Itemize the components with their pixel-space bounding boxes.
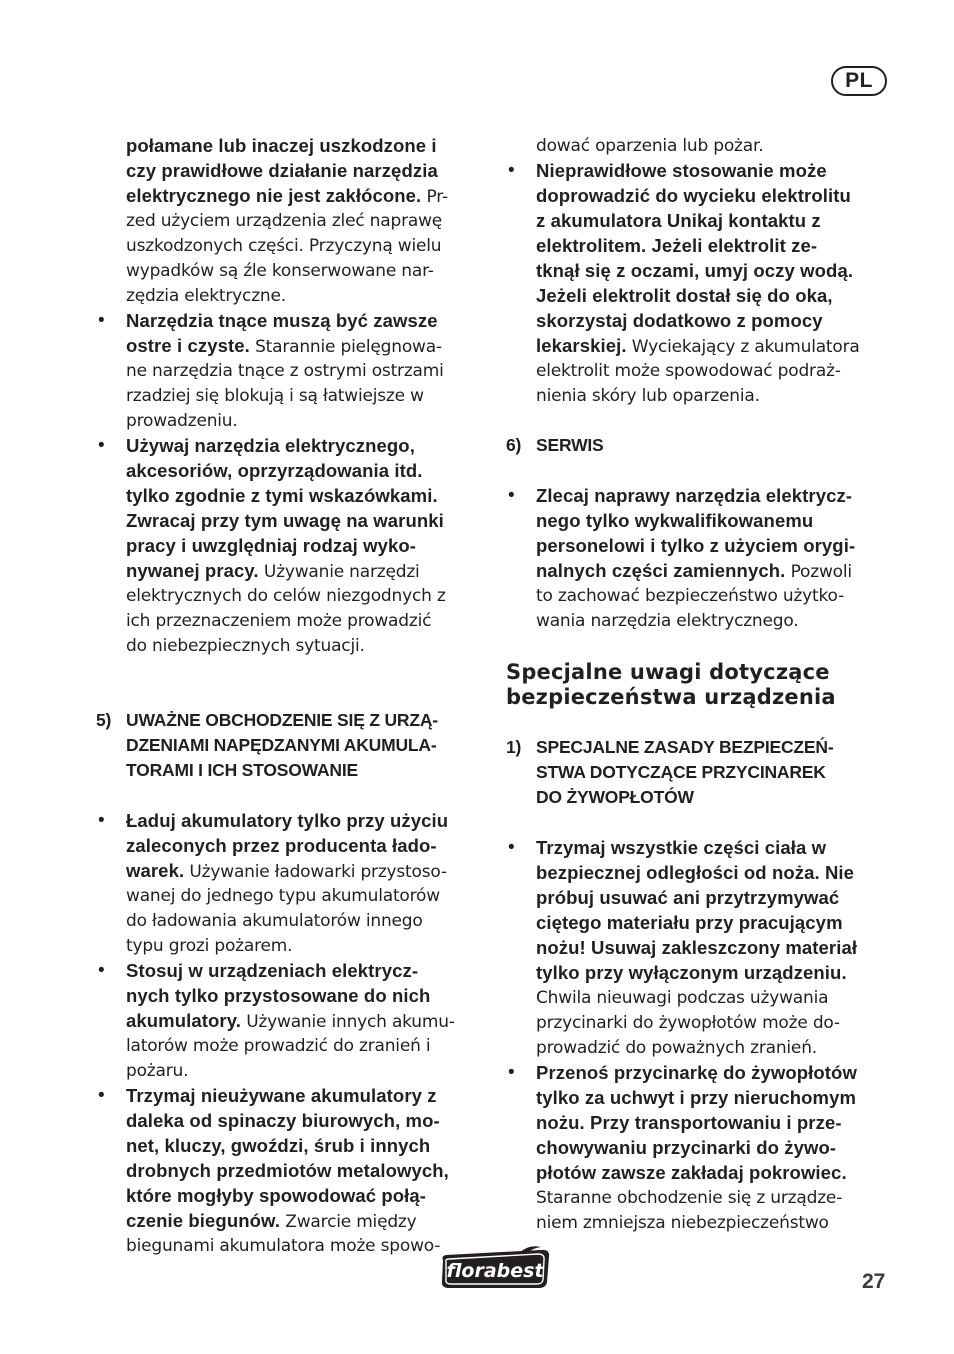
text-line	[536, 1060, 892, 1085]
text-line	[126, 508, 486, 533]
text-line	[126, 808, 486, 833]
section-number: 6)	[506, 435, 522, 455]
text-line	[536, 960, 892, 985]
regular-text: pożaru.	[126, 1061, 189, 1081]
text-line	[126, 933, 486, 958]
section-heading	[96, 708, 486, 783]
section-heading	[506, 735, 892, 810]
bullet-item	[506, 835, 892, 1060]
bold-text: chowywaniu przycinarki do żywo-	[536, 1137, 837, 1158]
text-line	[536, 133, 892, 158]
text-line	[536, 483, 892, 508]
bold-text: Używaj narzędzia elektrycznego,	[126, 435, 415, 456]
text-line	[126, 183, 486, 208]
text-line	[126, 633, 486, 658]
text-line	[126, 233, 486, 258]
bold-text: nego tylko wykwalifikowanemu	[536, 510, 814, 531]
language-badge: PL	[831, 66, 887, 96]
safety-title-lines	[506, 659, 892, 709]
bold-text: tknął się z oczami, umyj oczy wodą.	[536, 260, 854, 281]
bold-text: Nieprawidłowe stosowanie może	[536, 160, 827, 181]
text-line	[536, 1035, 892, 1060]
regular-text: Wyciekający z akumulatora	[626, 337, 860, 357]
bold-text: ciętego materiału przy pracującym	[536, 912, 843, 933]
bullet-icon: •	[98, 435, 105, 456]
paragraph-lines	[536, 158, 892, 408]
bold-text: nożu. Przy transportowaniu i prze-	[536, 1112, 842, 1133]
regular-text: ne narzędzia tnące z ostrymi ostrzami	[126, 361, 444, 381]
bold-text: Stosuj w urządzeniach elektrycz-	[126, 960, 419, 981]
regular-text: przycinarki do żywopłotów może do-	[536, 1013, 840, 1033]
heading-line: DO ŻYWOPŁOTÓW	[536, 787, 694, 807]
regular-text: Staranne obchodzenie się z urządze-	[536, 1188, 843, 1208]
bold-text: Zlecaj naprawy narzędzia elektrycz-	[536, 485, 853, 506]
text-line	[126, 558, 486, 583]
bold-text: czenie biegunów.	[126, 1210, 281, 1231]
text-line	[536, 1085, 892, 1110]
text-line	[536, 1135, 892, 1160]
text-line	[536, 835, 892, 860]
text-line	[126, 283, 486, 308]
right-column	[506, 133, 892, 1235]
text-line	[536, 383, 892, 408]
bold-text: akcesoriów, oprzyrządowania itd.	[126, 460, 423, 481]
text-line	[126, 858, 486, 883]
regular-text: niem zmniejsza niebezpieczeństwo	[536, 1213, 829, 1233]
text-line	[126, 1158, 486, 1183]
regular-text: Zwarcie między	[280, 1212, 417, 1232]
regular-text: wypadków są źle konserwowane nar-	[126, 261, 434, 281]
bold-text: Trzymaj wszystkie części ciała w	[536, 837, 827, 858]
regular-text: Chwila nieuwagi podczas używania	[536, 988, 829, 1008]
paragraph-lines	[536, 483, 892, 633]
bold-text: Przenoś przycinarkę do żywopłotów	[536, 1062, 857, 1083]
section-number: 1)	[506, 737, 522, 757]
bold-text: z akumulatora Unikaj kontaktu z	[536, 210, 821, 231]
text-line	[126, 158, 486, 183]
bold-text: Jeżeli elektrolit dostał się do oka,	[536, 285, 833, 306]
safety-title	[506, 659, 892, 709]
text-line	[126, 883, 486, 908]
bullet-item	[506, 1060, 892, 1235]
text-line	[126, 483, 486, 508]
text-line	[536, 1185, 892, 1210]
text-line	[536, 1210, 892, 1235]
bold-text: tylko za uchwyt i przy nieruchomym	[536, 1087, 857, 1108]
text-line	[126, 1183, 486, 1208]
paragraph-lines	[536, 133, 892, 158]
heading-line: STWA DOTYCZĄCE PRZYCINAREK	[536, 762, 826, 782]
text-line	[126, 908, 486, 933]
text-line	[126, 308, 486, 333]
bullet-icon: •	[508, 485, 515, 506]
text-line	[536, 158, 892, 183]
brand-logo-text: florabest	[446, 1260, 544, 1282]
text-line	[126, 1208, 486, 1233]
text-line	[536, 860, 892, 885]
text-line	[126, 208, 486, 233]
bold-text: pracy i uwzględniaj rodzaj wyko-	[126, 535, 417, 556]
bold-text: próbuj usuwać ani przytrzymywać	[536, 887, 840, 908]
bullet-icon: •	[98, 1085, 105, 1106]
regular-text: typu grozi pożarem.	[126, 936, 293, 956]
bold-text: bezpiecznej odległości od noża. Nie	[536, 862, 855, 883]
regular-text: biegunami akumulatora może spowo-	[126, 1236, 441, 1256]
text-line	[536, 1110, 892, 1135]
bold-text: zaleconych przez producenta łado-	[126, 835, 437, 856]
bold-text: które mogłyby spowodować połą-	[126, 1185, 427, 1206]
section-heading-lines	[536, 433, 892, 458]
text-line	[126, 533, 486, 558]
bullet-item	[96, 1083, 486, 1258]
paragraph-lines	[126, 433, 486, 658]
heading-line: bezpieczeństwa urządzenia	[506, 685, 836, 709]
text-line	[536, 583, 892, 608]
regular-text: Używanie narzędzi	[258, 562, 420, 582]
paragraph-lines	[126, 1083, 486, 1258]
text-line	[126, 1133, 486, 1158]
brand-logo-graphic	[437, 1244, 553, 1292]
text-line	[126, 608, 486, 633]
regular-text: prowadzić do poważnych zranień.	[536, 1038, 817, 1058]
text-line	[536, 985, 892, 1010]
text-line	[126, 1108, 486, 1133]
paragraph-lines	[536, 835, 892, 1060]
text-line	[536, 208, 892, 233]
regular-text: Używanie innych akumu-	[240, 1012, 455, 1032]
text-line	[126, 133, 486, 158]
text-line	[536, 258, 892, 283]
text-line	[536, 333, 892, 358]
bold-text: daleka od spinaczy biurowych, mo-	[126, 1110, 440, 1131]
text-line	[126, 258, 486, 283]
text-line	[126, 1233, 486, 1258]
bold-text: płotów zawsze zakładaj pokrowiec.	[536, 1162, 847, 1183]
regular-text: wania narzędzia elektrycznego.	[536, 611, 799, 631]
text-line	[536, 183, 892, 208]
text-line	[126, 958, 486, 983]
bullet-icon: •	[98, 810, 105, 831]
heading-line: DZENIAMI NAPĘDZANYMI AKUMULA-	[126, 735, 437, 755]
heading-line: TORAMI I ICH STOSOWANIE	[126, 760, 358, 780]
left-column	[96, 133, 486, 1258]
bullet-icon: •	[508, 837, 515, 858]
paragraph-lines	[126, 808, 486, 958]
bold-text: Narzędzia tnące muszą być zawsze	[126, 310, 438, 331]
bold-text: lekarskiej.	[536, 335, 627, 356]
bold-text: czy prawidłowe działanie narzędzia	[126, 160, 438, 181]
bold-text: tylko przy wyłączonym urządzeniu.	[536, 962, 847, 983]
regular-text: do niebezpiecznych sytuacji.	[126, 636, 365, 656]
section-heading-lines	[126, 708, 486, 783]
regular-text: Używanie ładowarki przystoso-	[184, 862, 447, 882]
text-line	[536, 533, 892, 558]
bold-text: warek.	[126, 860, 185, 881]
section-number: 5)	[96, 710, 112, 730]
paragraph-lines	[126, 958, 486, 1083]
text-line	[536, 1160, 892, 1185]
bullet-item	[96, 808, 486, 958]
text-line	[536, 910, 892, 935]
text-line	[536, 508, 892, 533]
text-line	[126, 433, 486, 458]
text-line	[536, 558, 892, 583]
bullet-item	[96, 308, 486, 433]
paragraph-lines	[126, 133, 486, 308]
text-line	[126, 983, 486, 1008]
heading-line: SERWIS	[536, 435, 604, 455]
text-line	[536, 283, 892, 308]
text-line	[126, 1058, 486, 1083]
regular-text: elektrolit może spowodować podraż-	[536, 361, 841, 381]
regular-text: to zachować bezpieczeństwo użytko-	[536, 586, 844, 606]
bold-text: ostre i czyste.	[126, 335, 250, 356]
bold-text: akumulatory.	[126, 1010, 241, 1031]
bold-text: tylko zgodnie z tymi wskazówkami.	[126, 485, 438, 506]
section-heading	[506, 433, 892, 458]
paragraph-lines	[536, 1060, 892, 1235]
heading-line: SPECJALNE ZASADY BEZPIECZEŃ-	[536, 737, 834, 757]
bullet-icon: •	[508, 160, 515, 181]
regular-text: elektrycznych do celów niezgodnych z	[126, 586, 446, 606]
regular-text: zed użyciem urządzenia zleć naprawę	[126, 211, 443, 231]
bold-text: doprowadzić do wycieku elektrolitu	[536, 185, 851, 206]
text-line	[536, 358, 892, 383]
bold-text: Zwracaj przy tym uwagę na warunki	[126, 510, 444, 531]
text-line	[536, 308, 892, 333]
text-line	[126, 408, 486, 433]
page-number: 27	[862, 1270, 886, 1293]
paragraph-lines	[126, 308, 486, 433]
bold-text: net, kluczy, gwoździ, śrub i innych	[126, 1135, 431, 1156]
bullet-icon: •	[98, 960, 105, 981]
bold-text: nożu! Usuwaj zakleszczony materiał	[536, 937, 858, 958]
regular-text: Starannie pielęgnowa-	[249, 337, 442, 357]
heading-line: Specjalne uwagi dotyczące	[506, 660, 830, 684]
bold-text: połamane lub inaczej uszkodzone i	[126, 135, 437, 156]
heading-line: UWAŻNE OBCHODZENIE SIĘ Z URZĄ-	[126, 710, 438, 730]
bold-text: elektrycznego nie jest zakłócone.	[126, 185, 422, 206]
regular-text: dować oparzenia lub pożar.	[536, 136, 764, 156]
text-line	[536, 1010, 892, 1035]
bullet-icon: •	[508, 1062, 515, 1083]
text-line	[536, 885, 892, 910]
text-line	[126, 358, 486, 383]
text-line	[126, 833, 486, 858]
section-heading-lines	[536, 735, 892, 810]
bold-text: Trzymaj nieużywane akumulatory z	[126, 1085, 437, 1106]
regular-text: Pozwoli	[785, 562, 852, 582]
regular-text: zędzia elektryczne.	[126, 286, 286, 306]
bold-text: nych tylko przystosowane do nich	[126, 985, 431, 1006]
bold-text: drobnych przedmiotów metalowych,	[126, 1160, 449, 1181]
bold-text: nalnych części zamiennych.	[536, 560, 786, 581]
bold-text: skorzystaj dodatkowo z pomocy	[536, 310, 823, 331]
text-line	[536, 935, 892, 960]
regular-text: uszkodzonych części. Przyczyną wielu	[126, 236, 442, 256]
text-line	[126, 458, 486, 483]
bold-text: nywanej pracy.	[126, 560, 259, 581]
text-line	[126, 1083, 486, 1108]
text-line	[126, 333, 486, 358]
bullet-icon: •	[98, 310, 105, 331]
text-line	[126, 383, 486, 408]
bullet-item	[506, 483, 892, 633]
regular-text: Pr-	[421, 187, 448, 207]
bullet-item	[96, 958, 486, 1083]
bold-text: Ładuj akumulatory tylko przy użyciu	[126, 810, 449, 831]
regular-text: nienia skóry lub oparzenia.	[536, 386, 760, 406]
regular-text: wanej do jednego typu akumulatorów	[126, 886, 440, 906]
paragraph-continuation	[506, 133, 892, 158]
text-line	[536, 608, 892, 633]
regular-text: ich przeznaczeniem może prowadzić	[126, 611, 432, 631]
text-line	[126, 1033, 486, 1058]
bullet-item	[96, 133, 486, 308]
bold-text: personelowi i tylko z użyciem orygi-	[536, 535, 856, 556]
text-line	[126, 583, 486, 608]
bullet-item	[96, 433, 486, 658]
text-line	[126, 1008, 486, 1033]
regular-text: latorów może prowadzić do zranień i	[126, 1036, 431, 1056]
text-line	[536, 233, 892, 258]
bullet-item	[506, 158, 892, 408]
regular-text: do ładowania akumulatorów innego	[126, 911, 423, 931]
brand-logo	[437, 1244, 553, 1296]
regular-text: prowadzeniu.	[126, 411, 238, 431]
regular-text: rzadziej się blokują i są łatwiejsze w	[126, 386, 424, 406]
bold-text: elektrolitem. Jeżeli elektrolit ze-	[536, 235, 818, 256]
